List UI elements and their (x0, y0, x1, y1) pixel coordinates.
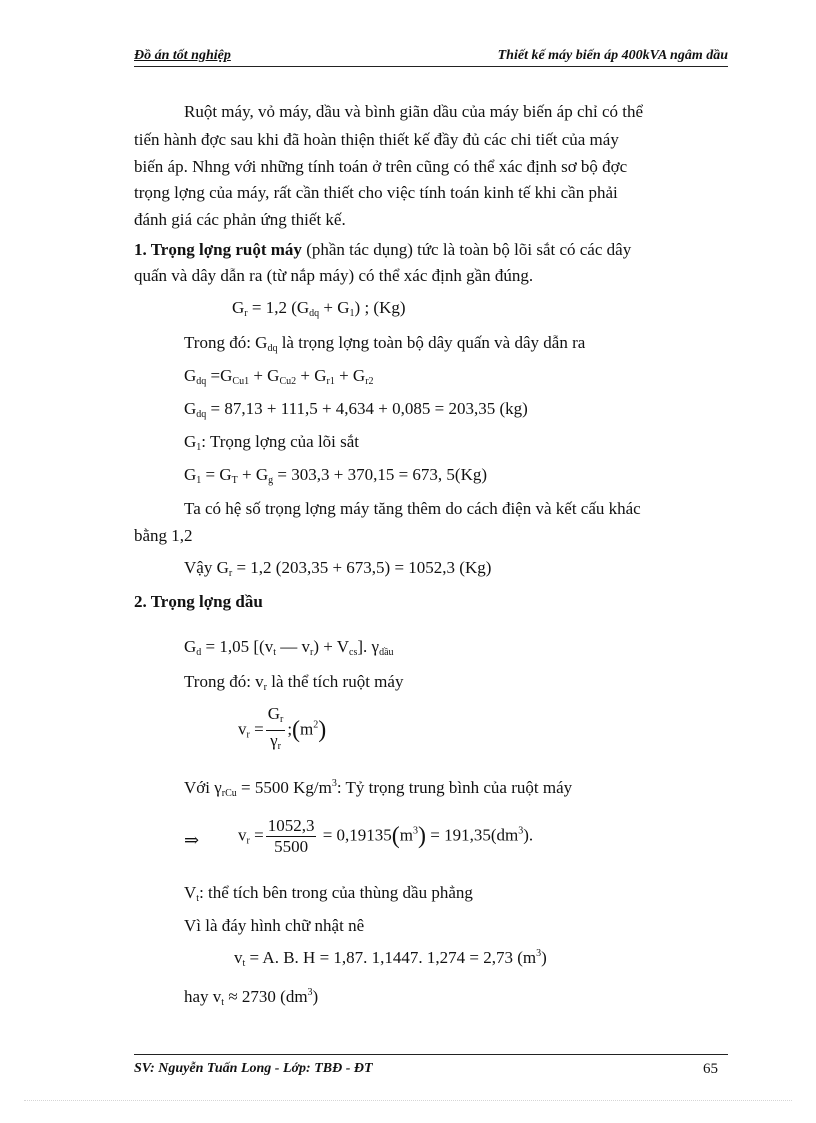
footer-author: SV: Nguyễn Tuấn Long - Lớp: TBĐ - ĐT (134, 1061, 373, 1076)
sub: 1 (196, 475, 202, 486)
page-edge-divider (24, 1100, 792, 1101)
equation-vt-dm3 (184, 987, 318, 1008)
text: V (184, 883, 197, 902)
where-gdq (184, 333, 585, 354)
section-1-line-2: quấn và dây dẫn ra (từ nắp máy) có thể xác định gần đúng. (134, 266, 534, 285)
sub: cs (349, 647, 358, 658)
sub: Cu1 (232, 376, 250, 387)
g1-definition (184, 432, 359, 453)
rect-bottom-note: Vì là đáy hình chữ nhật nê (184, 916, 365, 935)
sub: rCu (221, 788, 237, 799)
text: + G (249, 366, 280, 385)
eq-sub: dq (309, 308, 320, 319)
eq-text: = 1,2 (G (247, 298, 310, 317)
sup: 3 (413, 825, 419, 837)
sub: T (231, 475, 238, 486)
numerator (266, 704, 286, 731)
section-1-heading (134, 240, 631, 260)
text: m (300, 719, 314, 739)
eq-text: + G (319, 298, 350, 317)
sub: r (246, 835, 250, 847)
intro-line-3: biến áp. Nhng với những tính toán ở trên cũng có thể xác định sơ bộ đợc (134, 157, 628, 176)
sub: Cu2 (279, 376, 297, 387)
text: — v (275, 637, 310, 656)
text: m (399, 825, 414, 845)
text: = 87,13 + 111,5 + 4,634 + 0,085 = 203,35 (kg) (206, 399, 528, 418)
page-number: 65 (703, 1061, 718, 1077)
text: v (234, 948, 243, 967)
text: : Trọng lợng của lõi sắt (201, 432, 360, 451)
sup: 3 (518, 825, 524, 837)
sub: dq (196, 409, 207, 420)
equation-gdq-def (184, 366, 374, 387)
sub: r (309, 647, 314, 658)
sub: r (228, 568, 233, 579)
equation-gr (232, 298, 406, 319)
sup: 3 (307, 987, 313, 998)
text: G (184, 366, 197, 385)
text: G (184, 432, 197, 451)
text: = A. B. H = 1,87. 1,1447. 1,274 = 2,73 (m (245, 948, 537, 967)
text: = 1,05 [(v (201, 637, 274, 656)
text: + G (334, 366, 366, 385)
paren-open: ( (391, 823, 400, 849)
text: G (267, 704, 280, 723)
equals: = (254, 719, 264, 739)
coef-line-2: bằng 1,2 (134, 526, 193, 545)
text: ) (541, 948, 547, 967)
text: ) + V (313, 637, 350, 656)
coef-line-1: Ta có hệ số trọng lợng máy tăng thêm do cách điện và kết cấu khác (184, 499, 641, 518)
page-header (134, 46, 728, 67)
text: ) (312, 987, 319, 1006)
equation-gr-final (184, 558, 491, 579)
eq-text: ) ; (Kg) (354, 298, 406, 317)
text: hay v (184, 987, 222, 1006)
text: = 303,3 + 370,15 = 673, 5(Kg) (273, 465, 488, 484)
intro-line-1: Ruột máy, vỏ máy, dầu và bình giãn dầu của máy biến áp chỉ có thể (184, 102, 644, 121)
sub: r (277, 741, 281, 752)
text: Trong đó: G (184, 333, 268, 352)
semicolon: ; (287, 719, 293, 739)
sub: t (196, 893, 200, 904)
paren-open: ( (292, 717, 301, 743)
text: G (184, 399, 197, 418)
text: = 0,19135 (318, 825, 392, 845)
text: G (184, 637, 197, 656)
text: + G (296, 366, 327, 385)
equals: = (254, 825, 264, 845)
sub: r (246, 729, 250, 741)
intro-line-2: tiến hành đợc sau khi đã hoàn thiện thiết kế đầy đủ các chi tiết của máy (134, 130, 619, 149)
sup: 3 (536, 948, 542, 959)
section-1-title-rest: (phần tác dụng) tức là toàn bộ lõi sắt có các dây (301, 240, 632, 259)
equation-gdq-value (184, 399, 528, 420)
equation-vt (234, 948, 547, 969)
text: là trọng lợng toàn bộ dây quấn và dây dẫn ra (277, 333, 586, 352)
equation-vr-calc (238, 816, 533, 857)
equation-gd (184, 637, 394, 658)
section-2-title: 2. Trọng lợng dầu (134, 592, 263, 611)
sub: r1 (326, 376, 335, 387)
text: = G (201, 465, 232, 484)
text: = 5500 Kg/m (236, 778, 332, 797)
sub: dq (196, 376, 207, 387)
implies-arrow: ⇒ (184, 830, 200, 850)
sub: r2 (365, 376, 374, 387)
section-1-title: 1. Trọng lợng ruột máy (134, 240, 302, 259)
header-right: Thiết kế máy biến áp 400kVA ngâm dầu (497, 48, 728, 63)
sub: r (279, 714, 284, 725)
intro-line-5: đánh giá các phản ứng thiết kế. (134, 210, 346, 229)
text: Với γ (184, 778, 222, 797)
equation-g1 (184, 465, 487, 486)
text: + G (237, 465, 269, 484)
text: = 1,2 (203,35 + 673,5) = 1052,3 (Kg) (232, 558, 492, 577)
text: v (238, 719, 247, 739)
page-footer (134, 1054, 728, 1081)
sub: r (263, 682, 268, 693)
text: ≈ 2730 (dm (224, 987, 308, 1006)
vt-definition (184, 883, 473, 904)
equation-vr-fraction (238, 704, 326, 757)
where-vr (184, 672, 403, 693)
text: ). (523, 825, 534, 845)
sub: d (196, 647, 202, 658)
sub: t (221, 997, 225, 1008)
text: γ (270, 731, 278, 750)
fraction (266, 704, 286, 757)
text: Trong đó: v (184, 672, 264, 691)
sup: 2 (313, 719, 319, 731)
with-density (184, 778, 572, 799)
sub: dq (267, 343, 278, 354)
text: : Tỷ trọng trung bình của ruột máy (336, 778, 573, 797)
text: là thể tích ruột máy (267, 672, 404, 691)
fraction (266, 816, 317, 857)
eq-sub: 1 (349, 308, 355, 319)
text: =G (206, 366, 233, 385)
intro-line-4: trọng lợng của máy, rất cần thiết cho việc tính toán kinh tế khi cần phải (134, 183, 618, 202)
header-left: Đồ án tốt nghiệp (134, 48, 231, 63)
sup: 3 (331, 778, 337, 789)
text: ]. γ (357, 637, 380, 656)
text: Vậy G (184, 558, 229, 577)
text: : thể tích bên trong của thùng dầu phẳng (199, 883, 473, 902)
sub: dầu (379, 647, 394, 658)
denominator (266, 731, 286, 757)
paren-close: ) (318, 717, 327, 743)
eq-symbol: G (232, 298, 245, 317)
denominator: 5500 (274, 837, 309, 856)
eq-sub: r (244, 308, 248, 319)
paren-close: ) (418, 823, 427, 849)
text: = 191,35(dm (426, 825, 519, 845)
sub: t (273, 647, 276, 658)
text: G (184, 465, 197, 484)
numerator: 1052,3 (267, 816, 315, 835)
text: v (238, 825, 247, 845)
sub: t (242, 958, 246, 969)
sub: g (268, 475, 274, 486)
sub: 1 (196, 442, 202, 453)
